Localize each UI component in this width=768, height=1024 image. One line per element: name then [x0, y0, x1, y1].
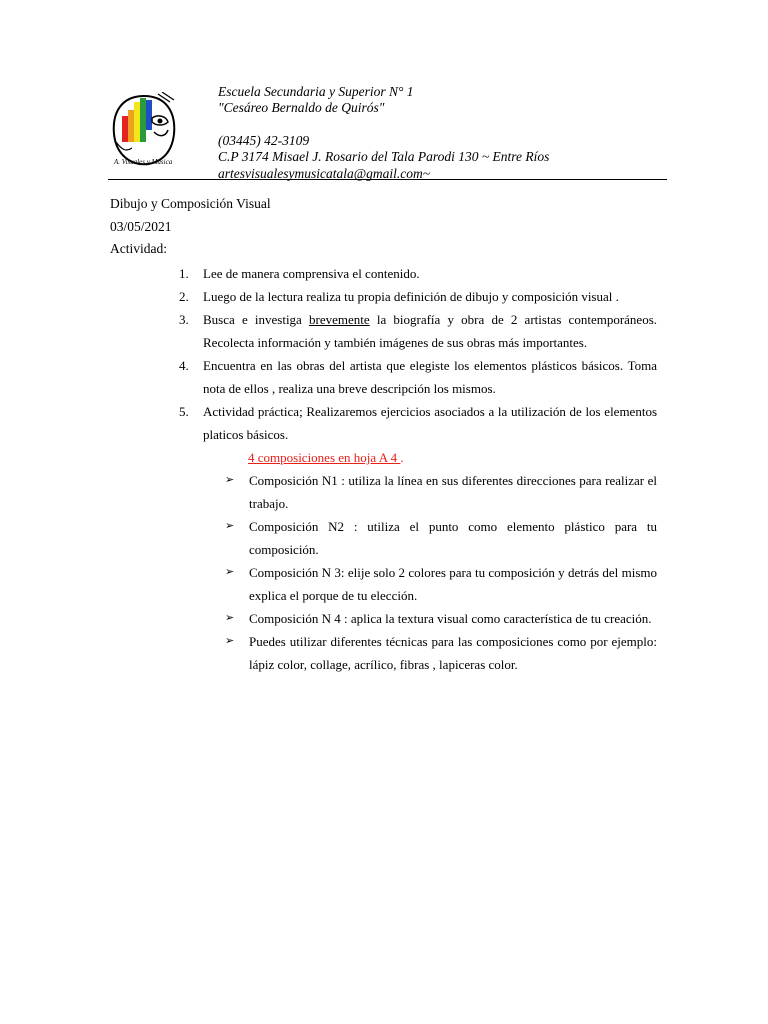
bullet-text: Puedes utilizar diferentes técnicas para las composiciones como por ejemplo: lápiz color, collage, acrílico, fibras , lapiceras color. — [249, 634, 657, 672]
list-item — [110, 354, 657, 400]
school-email: artesvisualesymusicatala@gmail.com~ — [218, 165, 431, 181]
item-text: Actividad práctica; Realizaremos ejercicios asociados a la utilización de los elementos platicos básicos. — [203, 404, 657, 442]
bullet-text: Composición N 4 : aplica la textura visual como característica de tu creación. — [249, 611, 652, 626]
arrowhead-bullet-icon: ➢ — [225, 474, 235, 486]
item-number: 5. — [179, 404, 189, 419]
composition-count-text: 4 composiciones en hoja A 4 — [248, 450, 401, 465]
logo-text: A. Visuales y Música — [114, 158, 173, 166]
school-logo — [108, 92, 180, 176]
list-item — [110, 262, 657, 285]
bullet-text: Composición N1 : utiliza la línea en sus diferentes direcciones para realizar el trabajo. — [249, 473, 657, 511]
header-info — [218, 84, 549, 182]
bullet-item — [110, 607, 657, 630]
item-number: 2. — [179, 289, 189, 304]
activity-label: Actividad: — [110, 241, 167, 256]
school-address: C.P 3174 Misael J. Rosario del Tala Parodi 130 ~ Entre Ríos — [218, 149, 550, 165]
arrowhead-bullet-icon: ➢ — [225, 566, 235, 578]
subject-title: Dibujo y Composición Visual — [110, 196, 271, 211]
item-text: Luego de la lectura realiza tu propia definición de dibujo y composición visual . — [203, 289, 619, 304]
item-number: 3. — [179, 312, 189, 327]
list-item — [110, 400, 657, 446]
bullet-text: Composición N 3: elije solo 2 colores para tu composición y detrás del mismo explica el porque de tu elección. — [249, 565, 657, 603]
document-meta — [110, 193, 271, 261]
school-name: Escuela Secundaria y Superior N° 1 — [218, 84, 414, 99]
bullet-text: Composición N2 : utiliza el punto como elemento plástico para tu composición. — [249, 519, 657, 557]
school-phone: (03445) 42-3109 — [218, 132, 310, 148]
arrowhead-bullet-icon: ➢ — [225, 520, 235, 532]
item-number: 4. — [179, 358, 189, 373]
document-date: 03/05/2021 — [110, 218, 172, 234]
item-text-start: Busca e investiga — [203, 312, 310, 327]
activity-list — [110, 262, 657, 676]
item-number: 1. — [179, 266, 189, 281]
arrowhead-bullet-icon: ➢ — [225, 612, 235, 624]
bullet-item — [110, 469, 657, 515]
list-item — [110, 285, 657, 308]
school-patron: "Cesáreo Bernaldo de Quirós" — [218, 100, 385, 116]
item-text-underlined: brevemente — [309, 312, 370, 327]
arrowhead-bullet-icon: ➢ — [225, 635, 235, 647]
bullet-item — [110, 630, 657, 676]
school-mask-logo-icon — [108, 92, 180, 176]
list-item — [110, 308, 657, 354]
header-divider — [108, 179, 667, 180]
bullet-item — [110, 515, 657, 561]
bullet-item — [110, 561, 657, 607]
item-text: Lee de manera comprensiva el contenido. — [203, 266, 420, 281]
item-text-end: la biografía y obra de 2 artistas contemporáneos. Recolecta información y también imágenes de sus obras más importantes. — [203, 312, 658, 350]
composition-count-note — [110, 446, 657, 469]
composition-count-suffix: . — [400, 450, 404, 465]
item-text: Encuentra en las obras del artista que elegiste los elementos plásticos básicos. Toma nota de ellos , realiza una breve descripción los mismos. — [203, 358, 657, 396]
